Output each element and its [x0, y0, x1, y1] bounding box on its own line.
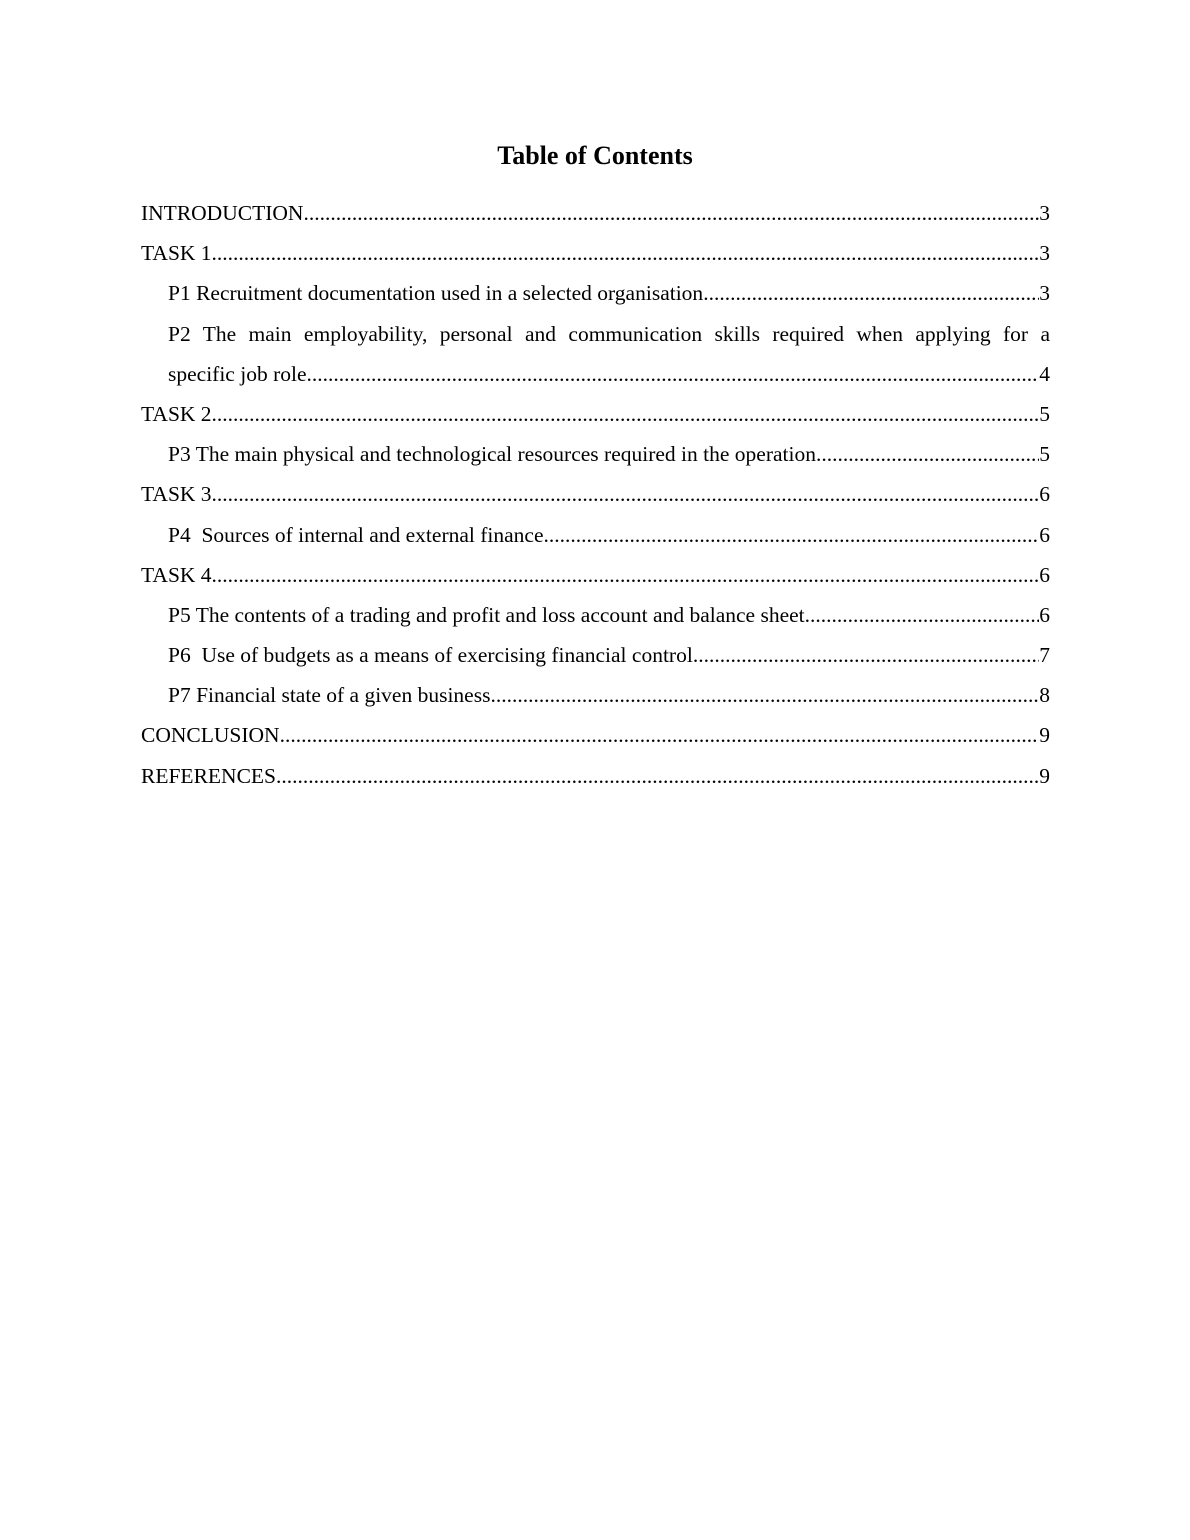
toc-dot-leader — [276, 756, 1039, 796]
toc-dot-leader — [816, 434, 1039, 474]
toc-page-number: 3 — [1039, 241, 1050, 266]
toc-dot-leader — [544, 515, 1040, 555]
toc-entry-text: TASK 1 — [141, 241, 212, 266]
toc-page-number: 7 — [1039, 643, 1050, 668]
toc-page-number: 9 — [1039, 763, 1050, 788]
toc-dot-leader — [805, 595, 1040, 635]
toc-entry-p7[interactable] — [168, 675, 1050, 715]
toc-page-number: 3 — [1039, 201, 1050, 225]
toc-dot-leader — [212, 555, 1040, 595]
toc-entry-text: TASK 3 — [141, 482, 212, 507]
toc-entry-text: P3 The main physical and technological resources required in the operation — [168, 442, 816, 467]
toc-page-number: 3 — [1039, 281, 1050, 306]
toc-entry-task-2[interactable] — [141, 394, 1050, 434]
toc-entry-text: P6 Use of budgets as a means of exercising financial control — [168, 643, 693, 668]
toc-entry-text: CONCLUSION — [141, 723, 280, 748]
toc-page-number: 6 — [1039, 602, 1050, 627]
toc-entry-task-1[interactable] — [141, 233, 1050, 273]
toc-entry-text: P7 Financial state of a given business — [168, 683, 491, 708]
toc-entry-line-2 — [168, 354, 1050, 394]
toc-dot-leader — [212, 474, 1040, 514]
toc-entry-conclusion[interactable] — [141, 715, 1050, 755]
toc-entry-task-4[interactable] — [141, 555, 1050, 595]
toc-title: Table of Contents — [497, 141, 693, 170]
toc-entry-p2[interactable] — [168, 314, 1050, 394]
toc-page-number: 6 — [1039, 522, 1050, 547]
toc-page-number: 5 — [1039, 401, 1050, 426]
toc-entry-text: P1 Recruitment documentation used in a selected organisation — [168, 281, 704, 306]
toc-dot-leader — [490, 675, 1039, 715]
toc-entry-introduction[interactable] — [141, 193, 1050, 233]
toc-entry-text: TASK 4 — [141, 562, 212, 587]
toc-page-number: 5 — [1039, 442, 1050, 467]
toc-dot-leader — [212, 233, 1040, 273]
toc-dot-leader — [703, 273, 1039, 313]
toc-entry-text: P5 The contents of a trading and profit and loss account and balance sheet — [168, 602, 805, 627]
toc-dot-leader — [693, 635, 1039, 675]
toc-entry-p5[interactable] — [168, 595, 1050, 635]
toc-page-number: 6 — [1039, 482, 1050, 507]
toc-entry-p6[interactable] — [168, 635, 1050, 675]
toc-dot-leader — [280, 715, 1040, 755]
toc-entry-text: INTRODUCTION — [141, 201, 304, 225]
toc-dot-leader — [303, 193, 1039, 233]
toc-entry-task-3[interactable] — [141, 474, 1050, 514]
toc-entry-text: TASK 2 — [141, 401, 212, 426]
toc-entry-text: REFERENCES — [141, 763, 276, 788]
toc-page-number: 8 — [1039, 683, 1050, 708]
toc-entry-p3[interactable] — [168, 434, 1050, 474]
toc-entry-p4[interactable] — [168, 515, 1050, 555]
toc-list — [141, 193, 1050, 796]
toc-entry-text-line-2: specific job role — [168, 361, 307, 386]
toc-dot-leader — [307, 354, 1040, 394]
toc-entry-references[interactable] — [141, 756, 1050, 796]
toc-dot-leader — [212, 394, 1040, 434]
toc-entry-text-line-1: P2 The main employability, personal and communication skills required when applying for a — [168, 321, 1050, 346]
toc-page-number: 9 — [1039, 723, 1050, 748]
toc-entry-text: P4 Sources of internal and external finance — [168, 522, 544, 547]
toc-page-number: 6 — [1039, 562, 1050, 587]
toc-page-number: 4 — [1039, 361, 1050, 386]
toc-entry-p1[interactable] — [168, 273, 1050, 313]
